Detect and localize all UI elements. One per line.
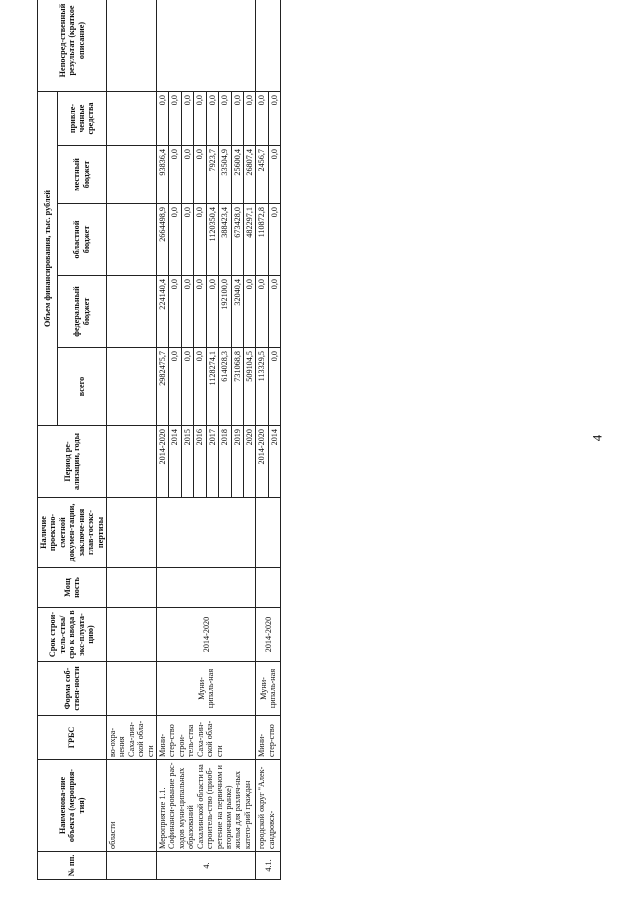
cell-total: 731068,8 [231,348,243,426]
cell-ownership: Муни-ципаль-ная [256,662,281,716]
col-period-header: Период ре-ализации, годы [38,426,107,498]
cell-local: 33504,9 [219,146,231,204]
cell-federal: 0,0 [169,276,181,348]
cell-attracted: 0,0 [231,91,243,145]
col-regional-header: областной бюджет [57,204,106,276]
cell-term: 2014-2020 [157,608,256,662]
col-funding-header: Объем финансирования, тыс. рублей [38,91,58,425]
cell-attracted: 0,0 [157,91,169,145]
cell-total: 614028,3 [219,348,231,426]
financing-table [37,0,281,880]
cell-grbs: Мини-стер-ство строи-тель-ства Саха-лин-ской обла-сти [157,716,256,760]
cell-period: 2014-2020 [157,426,169,498]
col-federal-header: федеральный бюджет [57,276,106,348]
col-attracted-header: привле-ченные средства [57,91,106,145]
cell-local: 2456,7 [256,146,268,204]
cell-period: 2015 [181,426,193,498]
cell-local: 25600,4 [231,146,243,204]
cell-regional: 673428,0 [231,204,243,276]
col-term-header: Срок строи-тель-ства/сро к ввода в экс-плуата-цию) [38,608,107,662]
cell-regional: 0,0 [169,204,181,276]
cell-federal: 32040,4 [231,276,243,348]
cell-regional: 388423,4 [219,204,231,276]
table-row [256,0,268,880]
col-total-header: всего [57,348,106,426]
cell-period: 2014 [169,426,181,498]
cell-total: 0,0 [268,348,280,426]
cell-period: 2018 [219,426,231,498]
col-design-header: Наличие проектно-сметной докумен-тации, заключе-ния глав-госэкс-пертизы [38,498,107,568]
cell-local: 26807,4 [244,146,256,204]
cell-no: 4.1. [256,852,281,880]
cell-grbs: Мини-стер-ство [256,716,281,760]
cell-federal: 0,0 [194,276,206,348]
table-region [37,3,557,880]
cell-period: 2014-2020 [256,426,268,498]
cell-period: 2017 [206,426,218,498]
col-local-header: местный бюджет [57,146,106,204]
cell-result [256,0,281,91]
col-capacity-header: Мощ ность [38,568,107,608]
cell-regional: 0,0 [181,204,193,276]
cell-total: 0,0 [181,348,193,426]
col-name-header: Наименова-ние объекта (мероприя-тия) [38,760,107,852]
measure-4-rows [157,0,256,880]
cell-regional: 2664498,9 [157,204,169,276]
col-ownership-header: Форма соб-ствен-ности [38,662,107,716]
measure-4-1-rows [256,0,281,880]
cell-design [256,498,281,568]
cell-regional: 482297,1 [244,204,256,276]
cell-period: 2020 [244,426,256,498]
col-no-header: № пп. [38,852,107,880]
cell-attracted: 0,0 [169,91,181,145]
cell-federal: 0,0 [244,276,256,348]
cell-regional: 1120350,4 [206,204,218,276]
cell-federal: 0,0 [256,276,268,348]
cell-federal: 0,0 [268,276,280,348]
cell-attracted: 0,0 [181,91,193,145]
cell-total: 2982475,7 [157,348,169,426]
table-row [157,0,169,880]
cell-federal: 0,0 [181,276,193,348]
carry-grbs: во-охра-нения Саха-лин-ской обла-сти [106,716,156,760]
cell-local: 0,0 [181,146,193,204]
cell-name: городской округ "Алек-сандровск- [256,760,281,852]
cell-regional: 110872,8 [256,204,268,276]
page-number: 4 [589,434,605,442]
cell-design [157,498,256,568]
cell-ownership: Муни-ципаль-ная [157,662,256,716]
cell-regional: 0,0 [194,204,206,276]
col-grbs-header: ГРБС [38,716,107,760]
cell-local: 0,0 [169,146,181,204]
cell-attracted: 0,0 [244,91,256,145]
cell-total: 113329,5 [256,348,268,426]
cell-regional: 0,0 [268,204,280,276]
cell-federal: 192100,0 [219,276,231,348]
cell-local: 7923,7 [206,146,218,204]
cell-total: 0,0 [194,348,206,426]
col-result-header: Непосред-ственный результат (краткое описание) [38,0,107,91]
cell-local: 0,0 [268,146,280,204]
cell-federal: 224140,4 [157,276,169,348]
cell-capacity [157,568,256,608]
cell-term: 2014-2020 [256,608,281,662]
cell-total: 509104,5 [244,348,256,426]
header-row-1 [38,0,58,880]
cell-federal: 0,0 [206,276,218,348]
cell-local: 0,0 [194,146,206,204]
cell-total: 1128274,1 [206,348,218,426]
cell-period: 2016 [194,426,206,498]
cell-attracted: 0,0 [194,91,206,145]
cell-no: 4. [157,852,256,880]
rotated-table-container [37,3,557,880]
cell-result [157,0,256,91]
cell-local: 93836,4 [157,146,169,204]
cell-total: 0,0 [169,348,181,426]
cell-capacity [256,568,281,608]
carry-over-row [106,0,156,880]
cell-period: 2014 [268,426,280,498]
cell-period: 2019 [231,426,243,498]
cell-attracted: 0,0 [256,91,268,145]
cell-attracted: 0,0 [268,91,280,145]
cell-attracted: 0,0 [219,91,231,145]
cell-attracted: 0,0 [206,91,218,145]
cell-name: Мероприятие 1.1. Софинанси-рование рас-ходов муни-ципальных образований Сахалинской области на строитель-ство (приоб-ретение на первичном и вторичном рынке) жилья для различ-ных катего-рий граждан [157,760,256,852]
carry-name: области [106,760,156,852]
